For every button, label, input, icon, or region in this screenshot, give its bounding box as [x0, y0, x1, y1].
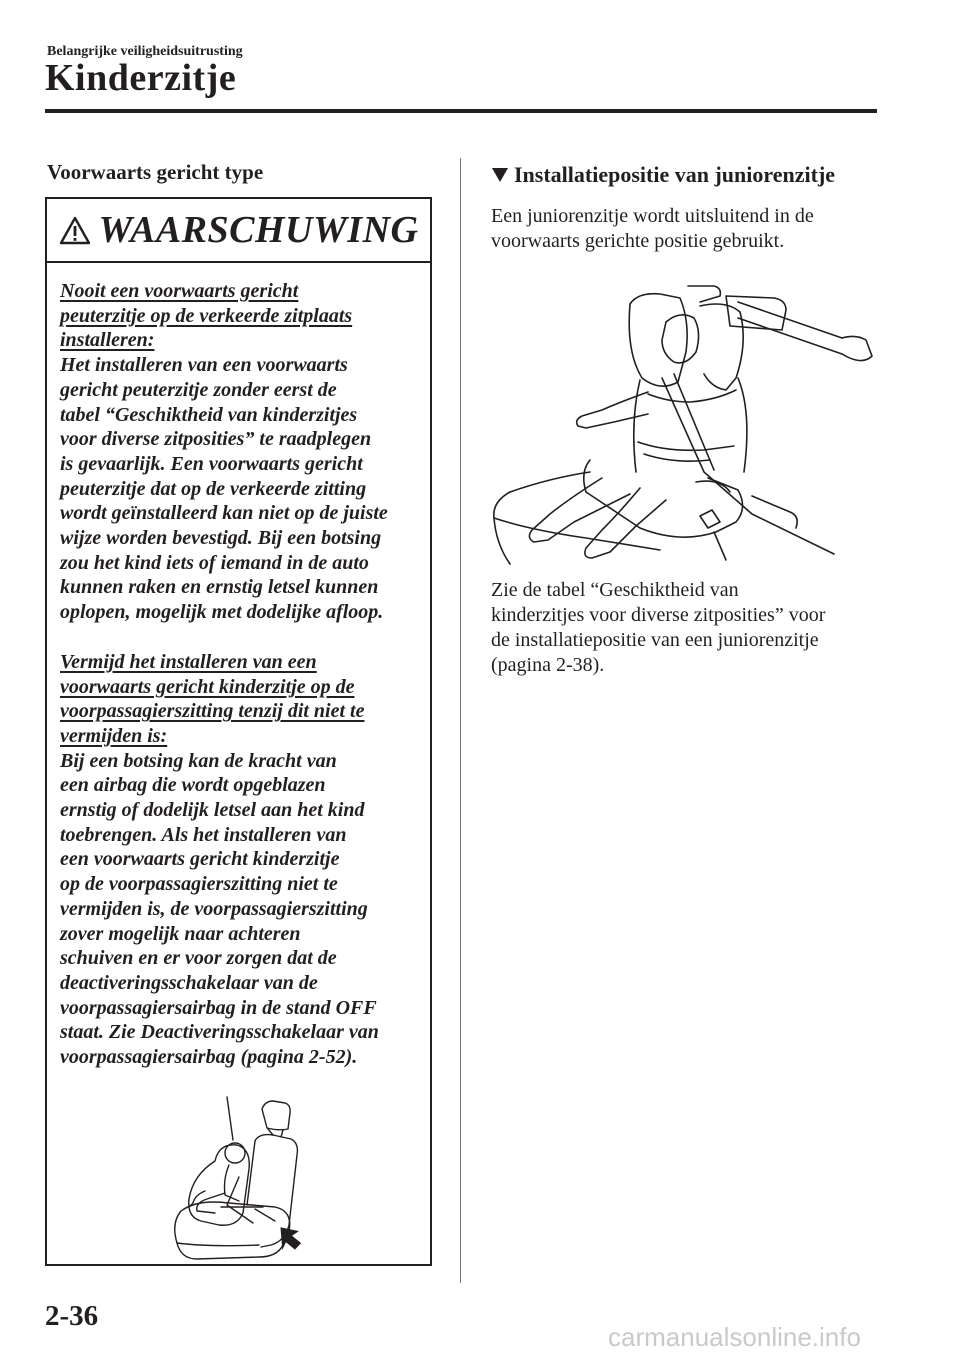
warning-heading-line: voorwaarts gericht kinderzitje op de: [60, 675, 355, 698]
warning-body-line: voor diverse zitposities” te raadplegen: [60, 428, 372, 451]
right-heading-text: Installatiepositie van juniorenzitje: [514, 162, 836, 187]
page-title: Kinderzitje: [45, 57, 237, 99]
outro-paragraph: [491, 578, 881, 678]
warning-body-line: een voorwaarts gericht kinderzitje: [60, 848, 340, 871]
watermark: carmanualsonline.info: [608, 1322, 861, 1352]
warning-body-line: Het installeren van een voorwaarts: [60, 354, 348, 377]
warning-body-line: Bij een botsing kan de kracht van: [60, 749, 337, 772]
page-number: 2-36: [45, 1300, 99, 1332]
warning-body-line: schuiven en er voor zorgen dat de: [60, 947, 337, 970]
down-triangle-icon: [491, 166, 509, 184]
left-subheading: Voorwaarts gericht type: [47, 160, 264, 184]
warning-body-line: voorpassagiersairbag (pagina 2-52).: [60, 1046, 358, 1069]
paragraph-line: de installatiepositie van een juniorenzitje: [491, 629, 819, 651]
paragraph-line: (pagina 2-38).: [491, 654, 605, 676]
warning-body-line: gericht peuterzitje zonder eerst de: [60, 378, 337, 401]
warning-heading-line: peuterzitje op de verkeerde zitplaats: [60, 304, 353, 327]
warning-body-line: voorpassagiersairbag in de stand OFF: [60, 996, 377, 1019]
right-heading: [491, 162, 835, 188]
warning-body-line: oplopen, mogelijk met dodelijke afloop.: [60, 601, 384, 624]
warning-body-line: toebrengen. Als het installeren van: [60, 823, 347, 846]
forward-seat-illustration: [167, 1095, 357, 1260]
warning-body-line: peuterzitje dat op de verkeerde zitting: [60, 477, 367, 500]
warning-body-line: staat. Zie Deactiveringsschakelaar van: [60, 1021, 379, 1044]
paragraph-line: voorwaarts gerichte positie gebruikt.: [491, 230, 785, 252]
warning-heading-line: Nooit een voorwaarts gericht: [60, 280, 299, 302]
warning-heading-line: Vermijd het installeren van een: [60, 650, 317, 673]
warning-body-line: deactiveringsschakelaar van de: [60, 971, 318, 994]
warning-body-line: kunnen raken en ernstig letsel kunnen: [60, 576, 379, 599]
paragraph-line: Zie de tabel “Geschiktheid van: [491, 579, 739, 601]
warning-header: [47, 199, 430, 263]
warning-body: [60, 279, 432, 1070]
warning-body-line: vermijden is, de voorpassagierszitting: [60, 897, 368, 920]
warning-body-line: ernstig of dodelijk letsel aan het kind: [60, 799, 365, 822]
warning-body-line: op de voorpassagierszitting niet te: [60, 873, 338, 896]
warning-title: WAARSCHUWING: [98, 209, 419, 251]
warning-heading-line: vermijden is:: [60, 724, 168, 747]
warning-box: [45, 197, 432, 1266]
warning-body-line: zover mogelijk naar achteren: [60, 922, 301, 945]
section-label: Belangrijke veiligheidsuitrusting: [47, 44, 243, 59]
junior-seat-illustration: [490, 282, 878, 572]
warning-body-line: zou het kind iets of iemand in de auto: [60, 551, 369, 574]
paragraph-line: kinderzitjes voor diverse zitposities” voor: [491, 604, 826, 626]
warning-body-line: wordt geïnstalleerd kan niet op de juiste: [60, 502, 388, 525]
title-rule: [45, 109, 877, 113]
warning-heading-line: installeren:: [60, 329, 155, 352]
intro-paragraph: [491, 204, 881, 254]
warning-body-line: een airbag die wordt opgeblazen: [60, 774, 326, 797]
paragraph-gap: [60, 625, 432, 650]
warning-body-line: is gevaarlijk. Een voorwaarts gericht: [60, 452, 363, 475]
column-divider: [460, 158, 461, 1283]
warning-triangle-icon: [59, 216, 91, 245]
warning-body-line: wijze worden bevestigd. Bij een botsing: [60, 527, 382, 550]
paragraph-line: Een juniorenzitje wordt uitsluitend in de: [491, 205, 814, 227]
warning-heading-line: voorpassagierszitting tenzij dit niet te: [60, 700, 365, 723]
warning-body-line: tabel “Geschiktheid van kinderzitjes: [60, 403, 358, 426]
